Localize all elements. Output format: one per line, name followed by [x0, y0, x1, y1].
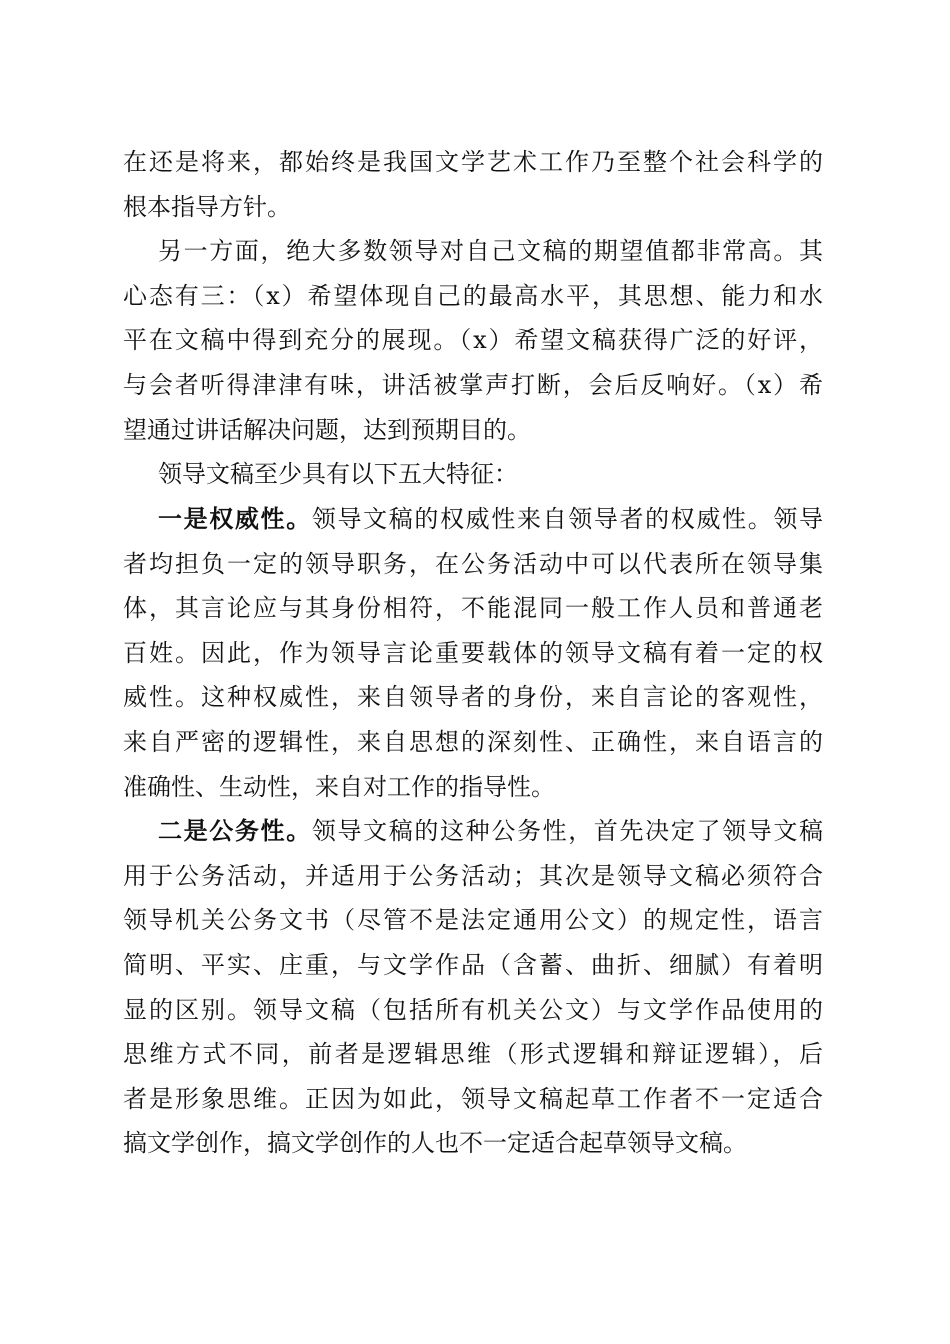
paragraph-5-line-1-text: 领导文稿的这种公务性，首先决定了领导文稿 [311, 817, 824, 845]
paragraph-4-line-2: 者均担负一定的领导职务，在公务活动中可以代表所在领导集 [123, 550, 823, 578]
paragraph-1-line-2: 根本指导方针。 [123, 193, 291, 221]
paragraph-4-line-5: 威性。这种权威性，来自领导者的身份，来自言论的客观性， [123, 683, 823, 711]
paragraph-5-line-2: 用于公务活动，并适用于公务活动；其次是领导文稿必须符合 [123, 862, 823, 890]
paragraph-2-line-3: 平在文稿中得到充分的展现。（x）希望文稿获得广泛的好评， [123, 326, 823, 354]
paragraph-5-line-3: 领导机关公务文书（尽管不是法定通用公文）的规定性，语言 [123, 906, 823, 934]
paragraph-2-line-5: 望通过讲话解决问题，达到预期目的。 [123, 416, 531, 444]
paragraph-4-line-1-text: 领导文稿的权威性来自领导者的权威性。领导 [311, 505, 824, 533]
paragraph-4-line-4: 百姓。因此，作为领导言论重要载体的领导文稿有着一定的权 [123, 639, 823, 667]
paragraph-2-line-2: 心态有三：（x）希望体现自己的最高水平，其思想、能力和水 [123, 282, 823, 310]
paragraph-4-line-7: 准确性、生动性，来自对工作的指导性。 [123, 773, 555, 801]
paragraph-2-line-1: 另一方面，绝大多数领导对自己文稿的期望值都非常高。其 [158, 237, 823, 265]
paragraph-5-line-7: 者是形象思维。正因为如此，领导文稿起草工作者不一定适合 [123, 1085, 823, 1113]
paragraph-4-line-6: 来自严密的逻辑性，来自思想的深刻性、正确性，来自语言的 [123, 728, 823, 756]
paragraph-5-line-1 [158, 809, 823, 853]
paragraph-5-heading: 二是公务性。 [158, 816, 312, 845]
paragraph-3-line-1: 领导文稿至少具有以下五大特征： [158, 460, 518, 488]
paragraph-5-line-6: 思维方式不同，前者是逻辑思维（形式逻辑和辩证逻辑），后 [123, 1040, 823, 1068]
paragraph-5-line-8: 搞文学创作，搞文学创作的人也不一定适合起草领导文稿。 [123, 1129, 747, 1157]
paragraph-4-heading: 一是权威性。 [158, 504, 312, 533]
paragraph-1-line-1: 在还是将来，都始终是我国文学艺术工作乃至整个社会科学的 [123, 148, 823, 176]
paragraph-4-line-3: 体，其言论应与其身份相符，不能混同一般工作人员和普通老 [123, 594, 823, 622]
paragraph-5-line-5: 显的区别。领导文稿（包括所有机关公文）与文学作品使用的 [123, 996, 823, 1024]
paragraph-2-line-4: 与会者听得津津有味，讲活被掌声打断，会后反响好。（x）希 [123, 371, 823, 399]
paragraph-4-line-1 [158, 497, 823, 541]
paragraph-5-line-4: 简明、平实、庄重，与文学作品（含蓄、曲折、细腻）有着明 [123, 951, 823, 979]
